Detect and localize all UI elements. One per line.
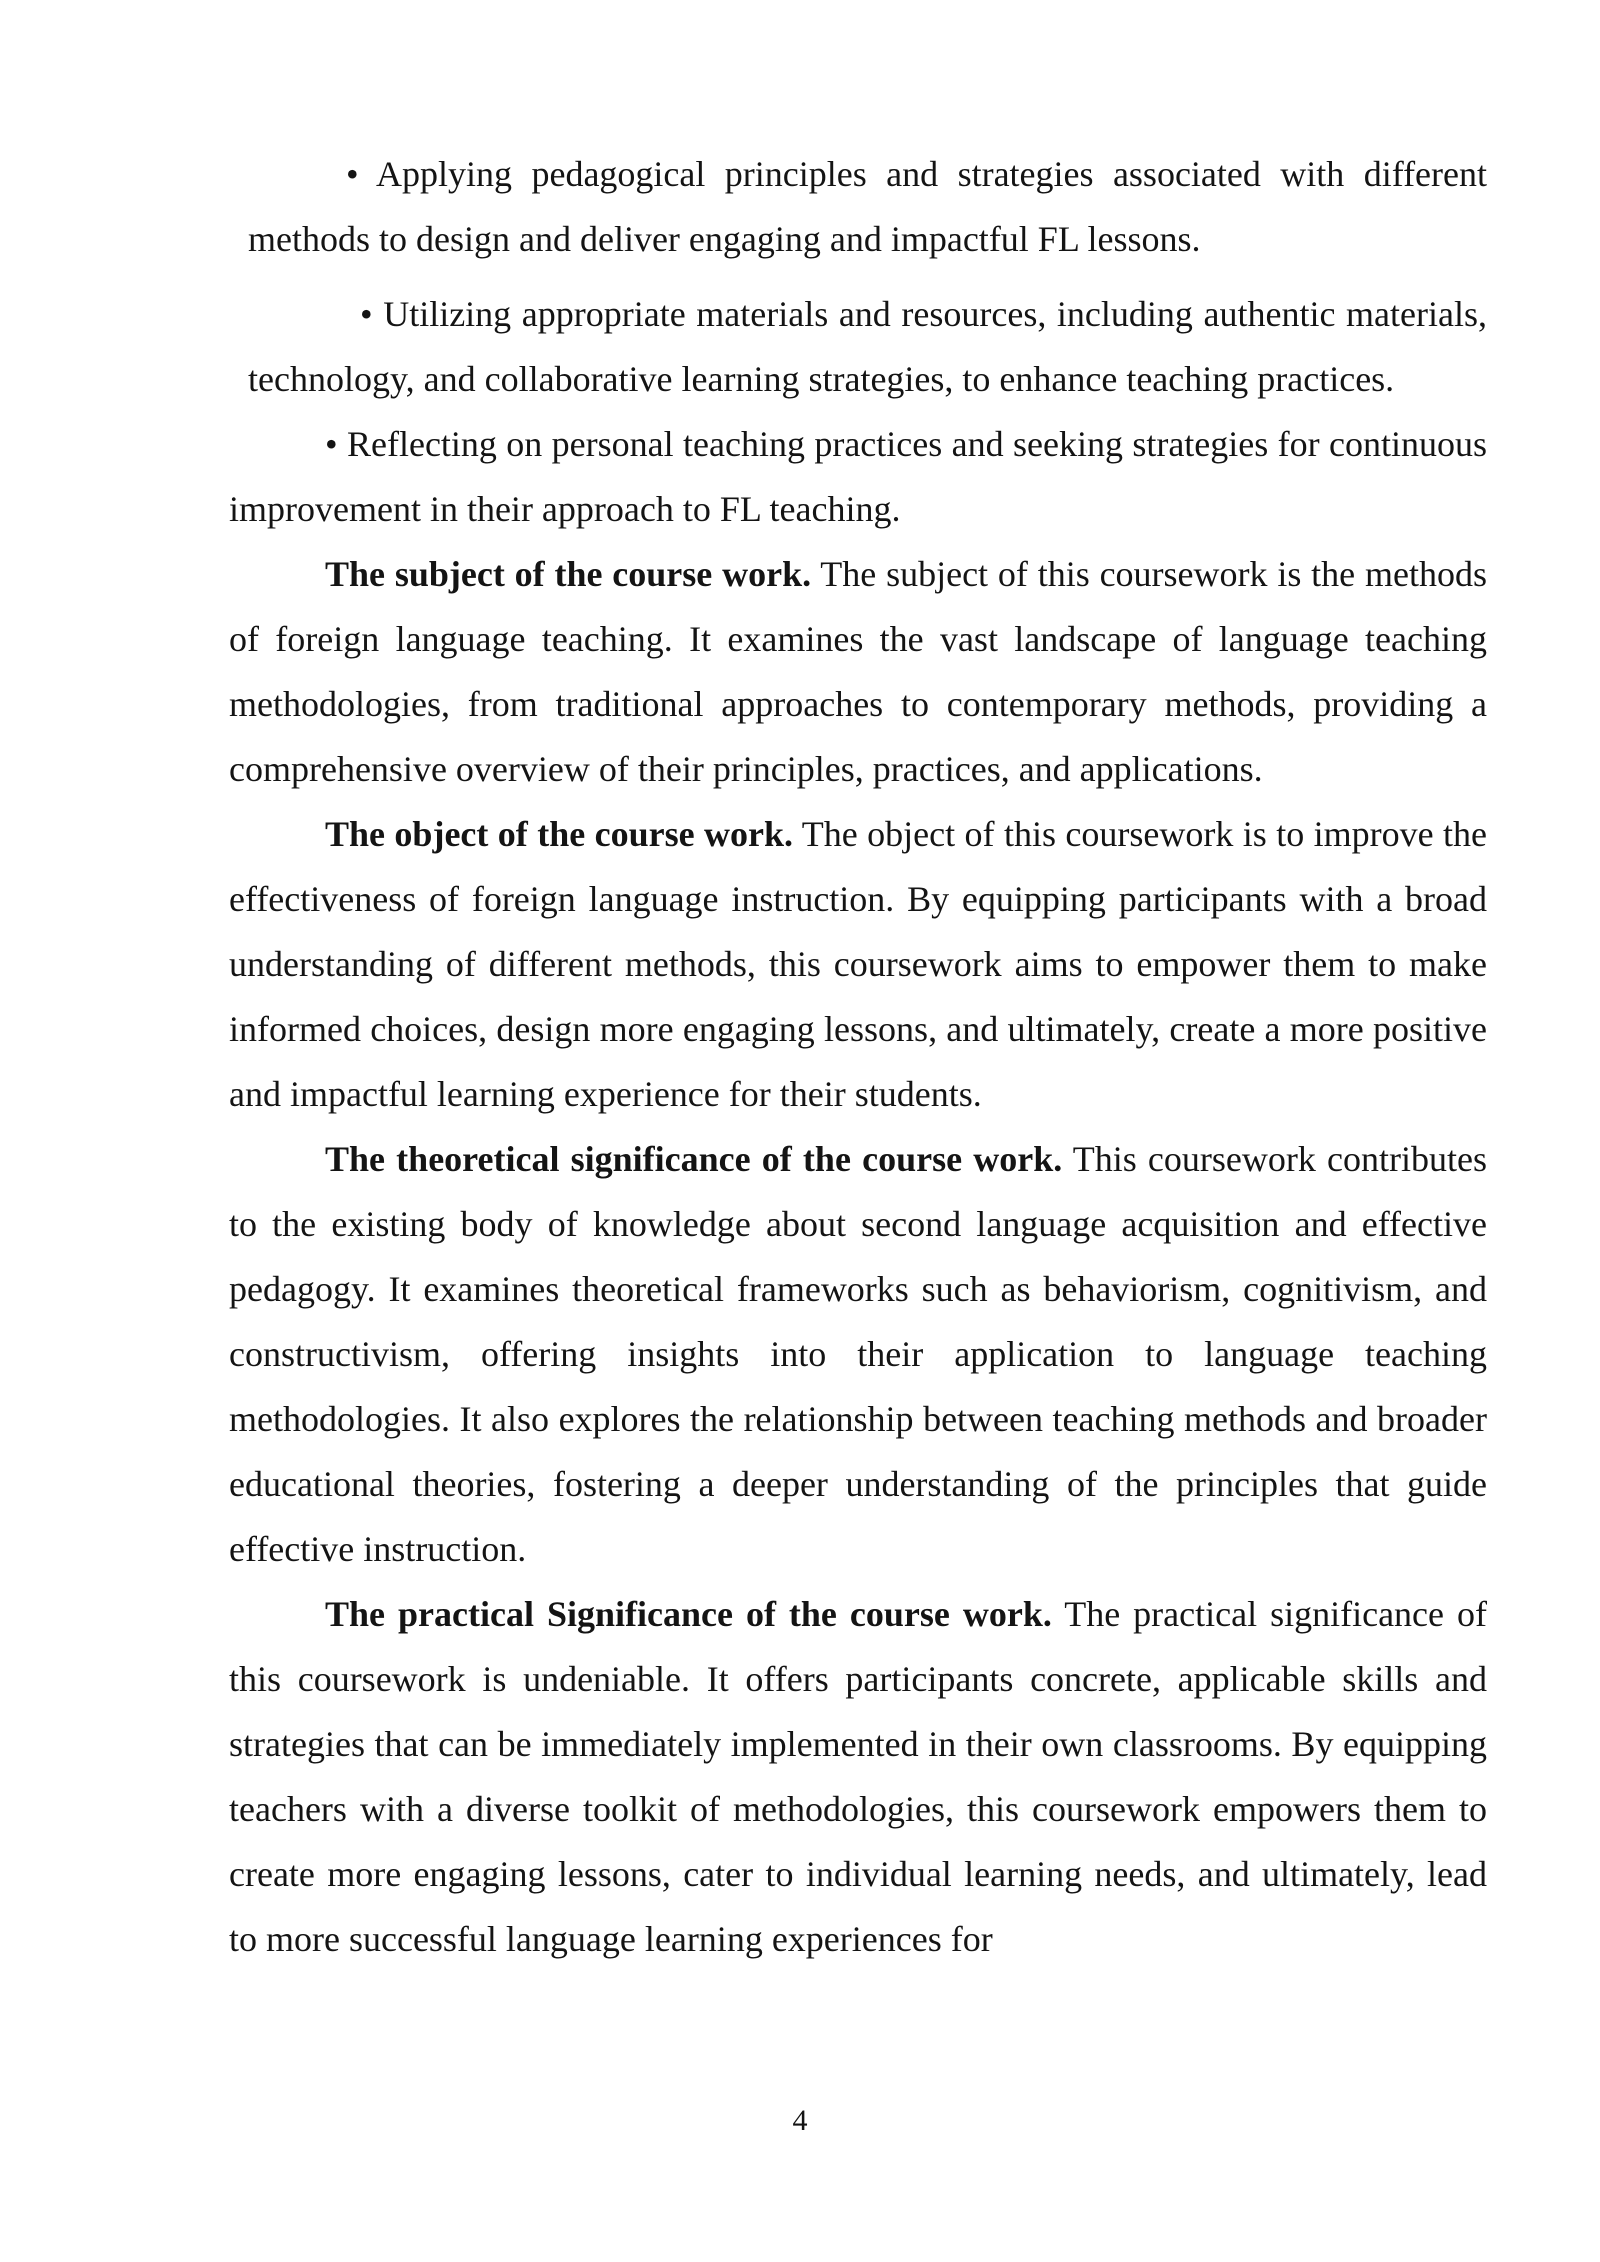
bullet-item: • Reflecting on personal teaching practices and seeking strategies for continuous improvement in their approach to FL teaching. bbox=[229, 424, 1487, 529]
paragraph-practical-significance bbox=[229, 1582, 1487, 1972]
paragraph-object bbox=[229, 802, 1487, 1127]
page-number: 4 bbox=[792, 2104, 808, 2137]
paragraph-heading: The subject of the course work. bbox=[325, 554, 812, 594]
bullet-item: • Utilizing appropriate materials and resources, including authentic materials, technology, and collaborative learning strategies, to enhance teaching practices. bbox=[248, 294, 1487, 399]
paragraph-body: The object of this coursework is to improve the effectiveness of foreign language instruction. By equipping participants with a broad understanding of different methods, this coursework aims to empower them to make informed choices, design more engaging lessons, and ultimately, create a more positive and impactful learning experience for their students. bbox=[229, 814, 1487, 1114]
paragraph-body: This coursework contributes to the existing body of knowledge about second language acquisition and effective pedagogy. It examines theoretical frameworks such as behaviorism, cognitivism, and constructivism, offering insights into their application to language teaching methodologies. It also explores the relationship between teaching methods and broader educational theories, fostering a deeper understanding of the principles that guide effective instruction. bbox=[229, 1139, 1487, 1569]
paragraph-heading: The practical Significance of the course work. bbox=[325, 1594, 1052, 1634]
body-text bbox=[229, 142, 1487, 1972]
paragraph-heading: The theoretical significance of the course work. bbox=[325, 1139, 1063, 1179]
paragraph-theoretical-significance bbox=[229, 1127, 1487, 1582]
paragraph-subject bbox=[229, 542, 1487, 802]
paragraph-body: The practical significance of this coursework is undeniable. It offers participants concrete, applicable skills and strategies that can be immediately implemented in their own classrooms. By equipping teachers with a diverse toolkit of methodologies, this coursework empowers them to create more engaging lessons, cater to individual learning needs, and ultimately, lead to more successful language learning experiences for bbox=[229, 1594, 1487, 1959]
paragraph-heading: The object of the course work. bbox=[325, 814, 794, 854]
bullet-item: • Applying pedagogical principles and strategies associated with different methods to design and deliver engaging and impactful FL lessons. bbox=[248, 154, 1487, 259]
paragraph-body: The subject of this coursework is the methods of foreign language teaching. It examines the vast landscape of language teaching methodologies, from traditional approaches to contemporary methods, providing a comprehensive overview of their principles, practices, and applications. bbox=[229, 554, 1487, 789]
